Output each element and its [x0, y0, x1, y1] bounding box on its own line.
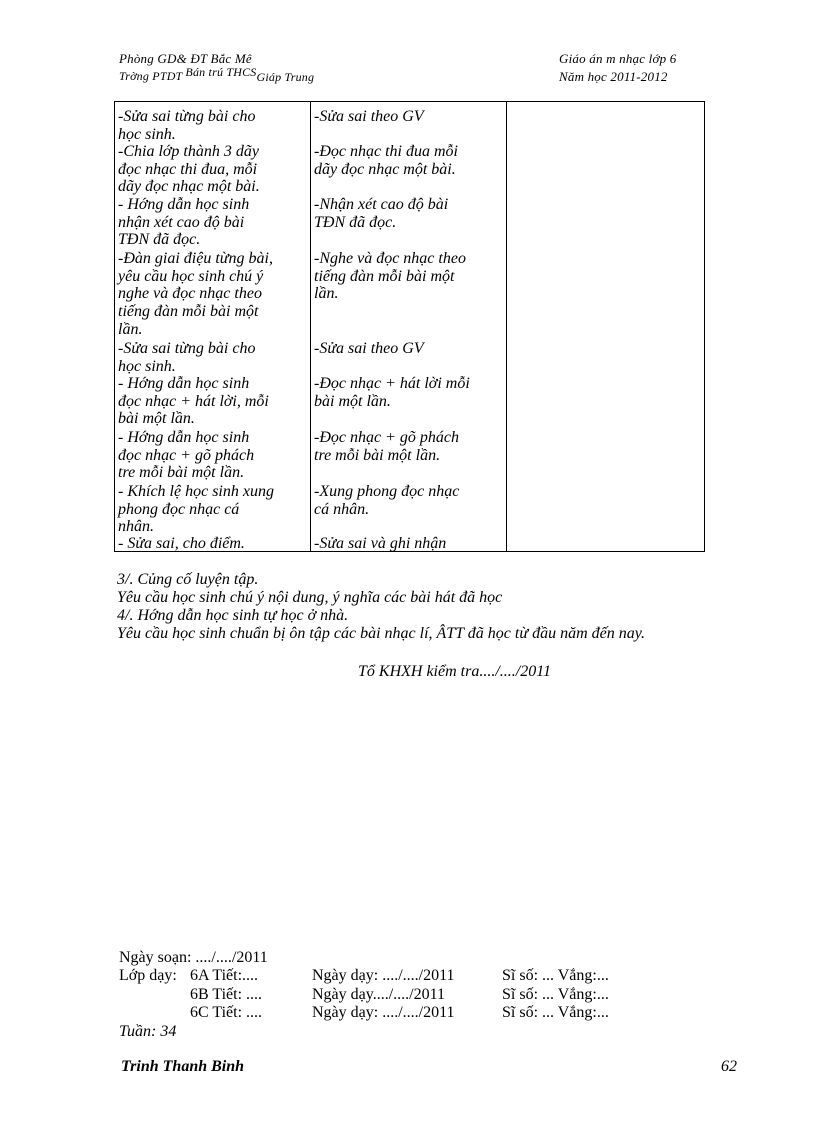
teacher-activity-item-line: tre mỗi bài một lần.	[118, 464, 245, 482]
teacher-activity-item-line: - Sửa sai, cho điểm.	[118, 535, 245, 552]
student-activity-item-line: -Sửa sai theo GV	[314, 108, 424, 125]
header-school-name	[119, 65, 315, 84]
class-6a-attendance: Sĩ số: ... Vắng:...	[502, 967, 609, 984]
teacher-activity-item	[118, 340, 255, 375]
section-3-text: Yêu cầu học sinh chú ý nội dung, ý nghĩa các bài hát đã học	[117, 589, 503, 606]
teacher-activity-item-line: -Sửa sai từng bài cho	[118, 108, 256, 125]
student-activity-item-line: -Sửa sai và ghi nhận	[314, 535, 447, 552]
teacher-activity-item	[118, 108, 255, 143]
teacher-activity-item-line: đọc nhạc + gõ phách	[118, 446, 255, 464]
student-activity-item-line: -Đọc nhạc thi đua mỗi	[314, 143, 458, 160]
notes-column	[507, 102, 705, 552]
week-number: Tuần: 34	[119, 1023, 177, 1040]
teacher-activity-item-line: lần.	[118, 320, 143, 338]
class-6a-date: Ngày dạy: ..../..../2011	[312, 967, 455, 984]
teacher-activity-item-line: bài một lần.	[118, 410, 195, 428]
student-activity-item	[314, 375, 470, 410]
class-6b-date: Ngày dạy..../..../2011	[312, 986, 446, 1003]
class-6c-period: 6C Tiết: ....	[190, 1004, 263, 1021]
teacher-activity-item-line: -Chia lớp thành 3 dãy	[118, 143, 259, 160]
lesson-activity-table	[114, 101, 705, 552]
student-activity-column	[311, 102, 507, 552]
teacher-activity-item	[118, 143, 260, 196]
inspection-line: Tổ KHXH kiểm tra..../..../2011	[358, 663, 552, 680]
teacher-activity-item-line: yêu cầu học sinh chú ý	[118, 267, 264, 285]
student-activity-item-line: cá nhân.	[314, 500, 370, 518]
class-6a-period: 6A Tiết:....	[190, 967, 259, 984]
class-6c-date: Ngày dạy: ..../..../2011	[312, 1004, 455, 1021]
teacher-activity-item-line: nhận xét cao độ bài	[118, 213, 245, 231]
header-year: Năm học 2011-2012	[559, 69, 668, 84]
student-activity-item	[314, 340, 424, 358]
teacher-activity-item-line: tiếng đàn mỗi bài một	[118, 303, 259, 321]
teacher-activity-item-line: -Sửa sai từng bài cho	[118, 340, 256, 357]
student-activity-item	[314, 108, 424, 126]
teacher-activity-item-line: học sinh.	[118, 357, 176, 375]
class-6b-period: 6B Tiết: ....	[190, 986, 263, 1003]
section-3-title: 3/. Củng cố luyện tập.	[117, 571, 259, 588]
student-activity-item	[314, 196, 448, 231]
student-activity-item-line: bài một lần.	[314, 392, 391, 410]
prep-date: Ngày soạn: ..../..../2011	[119, 949, 268, 966]
teacher-activity-item	[118, 250, 273, 339]
class-6b-attendance: Sĩ số: ... Vắng:...	[502, 986, 609, 1003]
teacher-activity-item-line: TĐN đã đọc.	[118, 231, 201, 249]
teacher-activity-item-line: - Khích lệ học sinh xung	[118, 483, 274, 500]
student-activity-item	[314, 250, 466, 303]
student-activity-item-line: -Xung phong đọc nhạc	[314, 483, 460, 500]
teacher-activity-item-line: đọc nhạc thi đua, mỗi	[118, 160, 258, 178]
student-activity-item-line: dãy đọc nhạc một bài.	[314, 160, 456, 178]
student-activity-item-line: -Nghe và đọc nhạc theo	[314, 250, 466, 267]
teacher-activity-column	[115, 102, 311, 552]
author-name: Trinh Thanh Binh	[121, 1058, 245, 1075]
student-activity-item	[314, 535, 446, 553]
student-activity-item	[314, 429, 459, 464]
student-activity-item-line: tre mỗi bài một lần.	[314, 446, 441, 464]
student-activity-item-line: -Nhận xét cao độ bài	[314, 196, 449, 213]
teacher-activity-item	[118, 535, 245, 553]
student-activity-item-line: -Sửa sai theo GV	[314, 340, 424, 357]
teacher-activity-item	[118, 483, 274, 536]
teacher-activity-item-line: - Hớng dẫn học sinh	[118, 429, 250, 446]
student-activity-item	[314, 143, 458, 178]
teacher-activity-item-line: đọc nhạc + hát lời, mỗi	[118, 392, 269, 410]
teacher-activity-item	[118, 196, 249, 249]
class-label: Lớp dạy:	[119, 967, 177, 984]
teacher-activity-item-line: phong đọc nhạc cá	[118, 500, 240, 518]
teacher-activity-item	[118, 429, 254, 482]
teacher-activity-item-line: -Đàn giai điệu từng bài,	[118, 250, 273, 267]
teacher-activity-item-line: học sinh.	[118, 125, 176, 143]
student-activity-item-line: -Đọc nhạc + gõ phách	[314, 429, 459, 446]
teacher-activity-item-line: - Hớng dẫn học sinh	[118, 375, 250, 392]
header-school-part2: Bán trú THCS	[185, 65, 257, 79]
header-school-dept: Phòng GD& ĐT Bắc Mê	[119, 51, 252, 66]
teacher-activity-item-line: - Hớng dẫn học sinh	[118, 196, 250, 213]
section-4-title: 4/. Hớng dẫn học sinh tự học ở nhà.	[117, 607, 349, 624]
student-activity-item-line: TĐN đã đọc.	[314, 213, 397, 231]
header-school-part1: Trờng PTDT	[119, 69, 183, 83]
header-school-part3: Giáp Trung	[256, 70, 315, 84]
page-number: 62	[721, 1058, 737, 1075]
teacher-activity-item-line: nhân.	[118, 518, 154, 536]
student-activity-item-line: lần.	[314, 285, 339, 303]
section-4-text: Yêu cầu học sinh chuẩn bị ôn tập các bài nhạc lí, ÂTT đã học từ đầu năm đến nay.	[117, 625, 645, 642]
header-subject: Giáo án m nhạc lớp 6	[559, 51, 677, 66]
student-activity-item-line: -Đọc nhạc + hát lời mỗi	[314, 375, 470, 392]
student-activity-item	[314, 483, 459, 518]
student-activity-item-line: tiếng đàn mỗi bài một	[314, 267, 455, 285]
class-6c-attendance: Sĩ số: ... Vắng:...	[502, 1004, 609, 1021]
teacher-activity-item-line: dãy đọc nhạc một bài.	[118, 178, 260, 196]
teacher-activity-item	[118, 375, 269, 428]
teacher-activity-item-line: nghe và đọc nhạc theo	[118, 285, 262, 303]
